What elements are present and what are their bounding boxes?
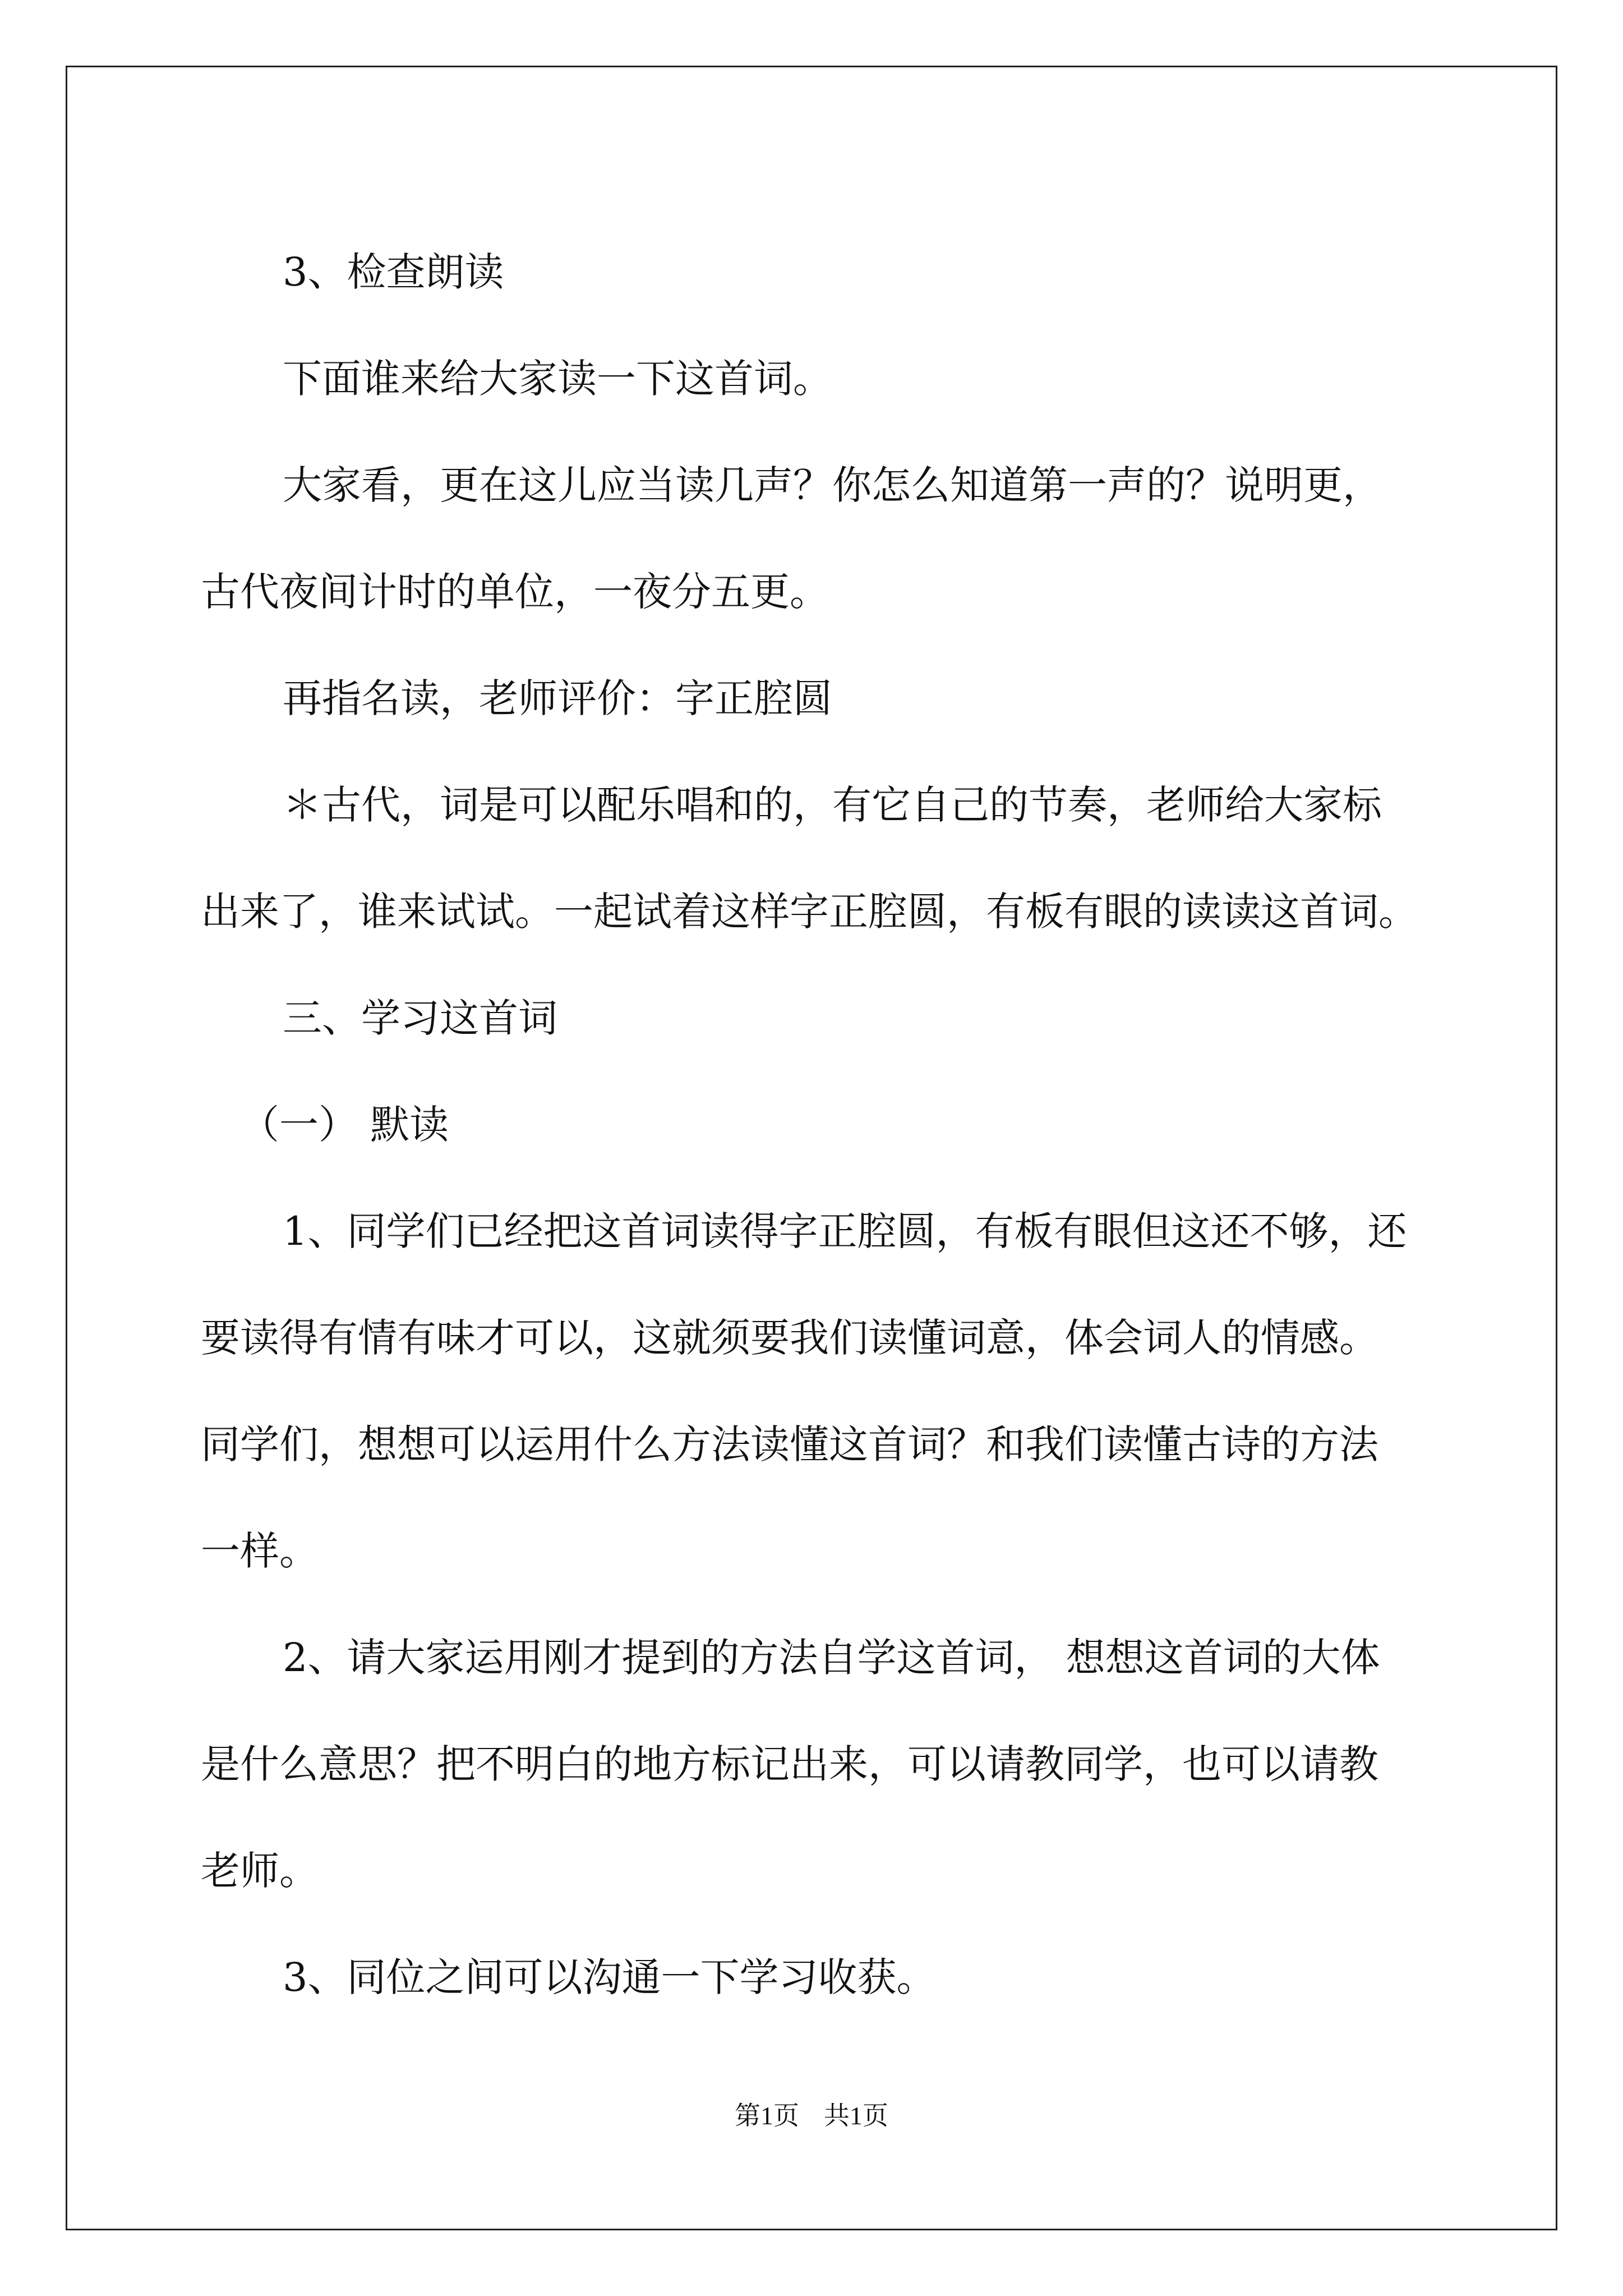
paragraph: ＊古代，词是可以配乐唱和的，有它自己的节奏，老师给大家标 <box>283 782 1382 828</box>
paragraph-continuation: 出来了，谁来试试。一起试着这样字正腔圆，有板有眼的读读这首词。 <box>201 889 1418 935</box>
paragraph: 再指名读，老师评价：字正腔圆 <box>283 675 832 721</box>
page-number-current: 第1页 <box>735 2101 799 2130</box>
paragraph-continuation: 古代夜间计时的单位，一夜分五更。 <box>201 569 829 615</box>
paragraph-continuation: 同学们，想想可以运用什么方法读懂这首词？和我们读懂古诗的方法 <box>201 1421 1378 1467</box>
paragraph-continuation: 一样。 <box>201 1528 319 1574</box>
paragraph: 下面谁来给大家读一下这首词。 <box>283 356 832 402</box>
document-body <box>201 219 1435 2031</box>
subsection-heading: （一） 默读 <box>240 1102 449 1148</box>
paragraph-heading-check-reading: 3、检查朗读 <box>283 249 504 295</box>
paragraph-continuation: 是什么意思？把不明白的地方标记出来，可以请教同学，也可以请教 <box>201 1741 1378 1787</box>
paragraph: 3、同位之间可以沟通一下学习收获。 <box>283 1954 936 2000</box>
section-heading: 三、学习这首词 <box>283 995 557 1041</box>
paragraph-continuation: 老师。 <box>201 1848 319 1894</box>
page-number-total: 共1页 <box>824 2101 888 2130</box>
paragraph: 大家看，更在这儿应当读几声？你怎么知道第一声的？说明更， <box>283 462 1382 508</box>
page-footer <box>0 2099 1623 2133</box>
paragraph-continuation: 要读得有情有味才可以，这就须要我们读懂词意，体会词人的情感。 <box>201 1315 1378 1361</box>
paragraph: 1、同学们已经把这首词读得字正腔圆，有板有眼但这还不够，还 <box>283 1208 1407 1254</box>
paragraph: 2、请大家运用刚才提到的方法自学这首词， 想想这首词的大体 <box>283 1635 1380 1681</box>
